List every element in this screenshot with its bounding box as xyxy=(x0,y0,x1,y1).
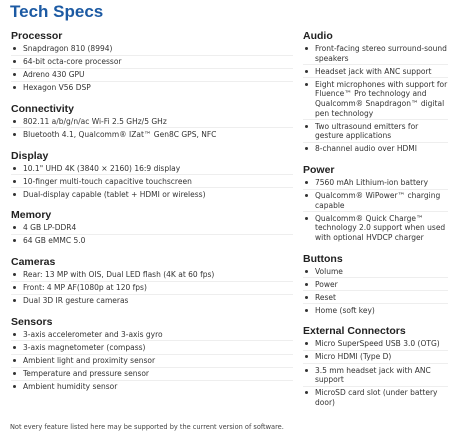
spec-item xyxy=(11,190,293,201)
spec-section-connectivity xyxy=(11,103,293,141)
spec-item-text: Ambient humidity sensor xyxy=(23,382,118,392)
bullet-icon xyxy=(13,73,16,76)
bullet-icon xyxy=(305,83,308,86)
spec-item-text: Volume xyxy=(315,266,343,276)
spec-section-audio xyxy=(303,30,448,155)
spec-item-text: Dual-display capable (tablet + HDMI or wireless) xyxy=(23,189,206,199)
spec-list-display xyxy=(11,164,293,201)
spec-item xyxy=(303,339,448,351)
bullet-icon xyxy=(305,147,308,150)
bullet-icon xyxy=(13,333,16,336)
spec-item xyxy=(11,330,293,342)
spec-item-text: Dual 3D IR gesture cameras xyxy=(23,296,129,306)
spec-item-text: 64-bit octa-core processor xyxy=(23,57,122,67)
spec-section-memory xyxy=(11,209,293,247)
spec-section-processor xyxy=(11,30,293,94)
spec-list-memory xyxy=(11,223,293,247)
bullet-icon xyxy=(13,120,16,123)
bullet-icon xyxy=(13,86,16,89)
bullet-icon xyxy=(305,391,308,394)
spec-section-cameras xyxy=(11,256,293,307)
spec-item xyxy=(303,366,448,387)
section-title-cameras: Cameras xyxy=(11,256,56,269)
spec-item xyxy=(11,356,293,368)
bullet-icon xyxy=(13,60,16,63)
spec-item xyxy=(11,164,293,176)
footnote: Not every feature listed here may be supported by the current version of software. xyxy=(10,423,284,431)
section-title-external-connectors: External Connectors xyxy=(303,325,406,338)
bullet-icon xyxy=(13,385,16,388)
spec-item-text: 10.1" UHD 4K (3840 × 2160) 16:9 display xyxy=(23,163,181,173)
section-title-buttons: Buttons xyxy=(303,252,343,265)
bullet-icon xyxy=(305,217,308,220)
bullet-icon xyxy=(305,355,308,358)
spec-item xyxy=(11,296,293,307)
spec-item-text: Micro SuperSpeed USB 3.0 (OTG) xyxy=(315,339,440,349)
spec-item xyxy=(11,270,293,282)
spec-item xyxy=(303,267,448,279)
spec-list-audio xyxy=(303,44,448,155)
spec-item-text: Two ultrasound emitters for gesture applications xyxy=(315,121,419,141)
bullet-icon xyxy=(13,193,16,196)
spec-item-text: Front-facing stereo surround-sound speakers xyxy=(315,44,447,63)
bullet-icon xyxy=(305,369,308,372)
bullet-icon xyxy=(305,342,308,345)
spec-section-power xyxy=(303,164,448,244)
spec-list-buttons xyxy=(303,267,448,317)
spec-item-text: Reset xyxy=(315,292,336,302)
spec-item xyxy=(11,44,293,56)
section-title-processor: Processor xyxy=(11,30,63,42)
spec-section-external-connectors xyxy=(303,325,448,408)
spec-item xyxy=(303,144,448,155)
bullet-icon xyxy=(13,47,16,50)
spec-item-text: Bluetooth 4.1, Qualcomm® IZat™ Gen8C GPS, NFC xyxy=(23,129,217,139)
spec-section-sensors xyxy=(11,316,293,393)
spec-item xyxy=(303,122,448,143)
spec-item-text: Temperature and pressure sensor xyxy=(23,369,150,379)
bullet-icon xyxy=(305,181,308,184)
page-title: Tech Specs xyxy=(10,2,104,21)
section-title-sensors: Sensors xyxy=(11,315,53,328)
spec-item-text: 802.11 a/b/g/n/ac Wi-Fi 2.5 GHz/5 GHz xyxy=(23,116,167,126)
spec-item xyxy=(303,67,448,79)
left-spec-column xyxy=(11,30,293,402)
bullet-icon xyxy=(13,239,16,242)
bullet-icon xyxy=(13,226,16,229)
spec-list-cameras xyxy=(11,270,293,307)
spec-item xyxy=(303,191,448,212)
spec-item xyxy=(11,382,293,393)
bullet-icon xyxy=(305,283,308,286)
spec-item-text: Ambient light and proximity sensor xyxy=(23,356,156,365)
spec-item-text: Qualcomm® WiPower™ charging capable xyxy=(315,191,441,210)
spec-section-display xyxy=(11,150,293,201)
right-spec-column xyxy=(303,30,448,417)
bullet-icon xyxy=(305,47,308,50)
spec-item-text: Home (soft key) xyxy=(315,305,375,315)
spec-list-sensors xyxy=(11,330,293,393)
bullet-icon xyxy=(13,372,16,375)
bullet-icon xyxy=(305,309,308,312)
bullet-icon xyxy=(13,180,16,183)
spec-list-external-connectors xyxy=(303,339,448,408)
spec-item xyxy=(11,369,293,381)
bullet-icon xyxy=(305,70,308,73)
bullet-icon xyxy=(13,273,16,276)
spec-section-buttons xyxy=(303,253,448,317)
spec-item-text: Adreno 430 GPU xyxy=(23,70,85,80)
spec-item-text: Hexagon V56 DSP xyxy=(23,83,91,93)
spec-item-text: Headset jack with ANC support xyxy=(315,66,432,76)
bullet-icon xyxy=(305,125,308,128)
spec-item-text: Eight microphones with support for Fluence™ Pro technology and Qualcomm® Snapdragon™ digital pen technology xyxy=(315,79,448,118)
spec-item xyxy=(11,130,293,141)
spec-item xyxy=(11,343,293,355)
spec-item-text: 64 GB eMMC 5.0 xyxy=(23,236,86,246)
spec-item xyxy=(303,352,448,364)
spec-item xyxy=(11,117,293,129)
spec-item-text: 3-axis magnetometer (compass) xyxy=(23,342,146,352)
spec-item xyxy=(303,80,448,120)
bullet-icon xyxy=(13,133,16,136)
spec-list-processor xyxy=(11,44,293,94)
spec-item xyxy=(303,306,448,317)
spec-item xyxy=(303,214,448,244)
spec-item-text: 3.5 mm headset jack with ANC support xyxy=(315,365,431,385)
spec-list-connectivity xyxy=(11,117,293,141)
bullet-icon xyxy=(13,299,16,302)
section-title-connectivity: Connectivity xyxy=(11,102,75,115)
spec-item-text: MicroSD card slot (under battery door) xyxy=(315,388,438,407)
section-title-audio: Audio xyxy=(303,30,333,42)
spec-item xyxy=(11,83,293,94)
spec-item xyxy=(303,280,448,292)
bullet-icon xyxy=(13,286,16,289)
spec-item-text: Snapdragon 810 (8994) xyxy=(23,44,113,53)
spec-item-text: Power xyxy=(315,279,338,289)
bullet-icon xyxy=(13,346,16,349)
section-title-display: Display xyxy=(11,149,49,162)
spec-item xyxy=(11,70,293,82)
spec-item xyxy=(11,223,293,235)
spec-item-text: Micro HDMI (Type D) xyxy=(315,352,392,362)
spec-item-text: Front: 4 MP AF(1080p at 120 fps) xyxy=(23,283,147,293)
spec-item xyxy=(11,177,293,189)
section-title-power: Power xyxy=(303,163,335,176)
spec-item-text: 10-finger multi-touch capacitive touchscreen xyxy=(23,176,192,186)
bullet-icon xyxy=(305,296,308,299)
spec-item xyxy=(303,44,448,65)
bullet-icon xyxy=(305,270,308,273)
bullet-icon xyxy=(305,194,308,197)
spec-list-power xyxy=(303,178,448,244)
bullet-icon xyxy=(13,359,16,362)
section-title-memory: Memory xyxy=(11,209,52,222)
spec-item-text: Qualcomm® Quick Charge™ technology 2.0 support when used with optional HVDCP charger xyxy=(315,213,446,242)
spec-item xyxy=(303,178,448,190)
bullet-icon xyxy=(13,167,16,170)
spec-item xyxy=(11,236,293,247)
spec-item-text: 4 GB LP-DDR4 xyxy=(23,223,77,233)
spec-item xyxy=(303,293,448,305)
spec-item-text: 8-channel audio over HDMI xyxy=(315,144,417,154)
spec-item xyxy=(11,283,293,295)
spec-item-text: Rear: 13 MP with OIS, Dual LED flash (4K at 60 fps) xyxy=(23,270,215,280)
spec-item-text: 7560 mAh Lithium-ion battery xyxy=(315,177,429,187)
spec-item xyxy=(303,388,448,408)
spec-item-text: 3-axis accelerometer and 3-axis gyro xyxy=(23,329,163,339)
spec-item xyxy=(11,57,293,69)
